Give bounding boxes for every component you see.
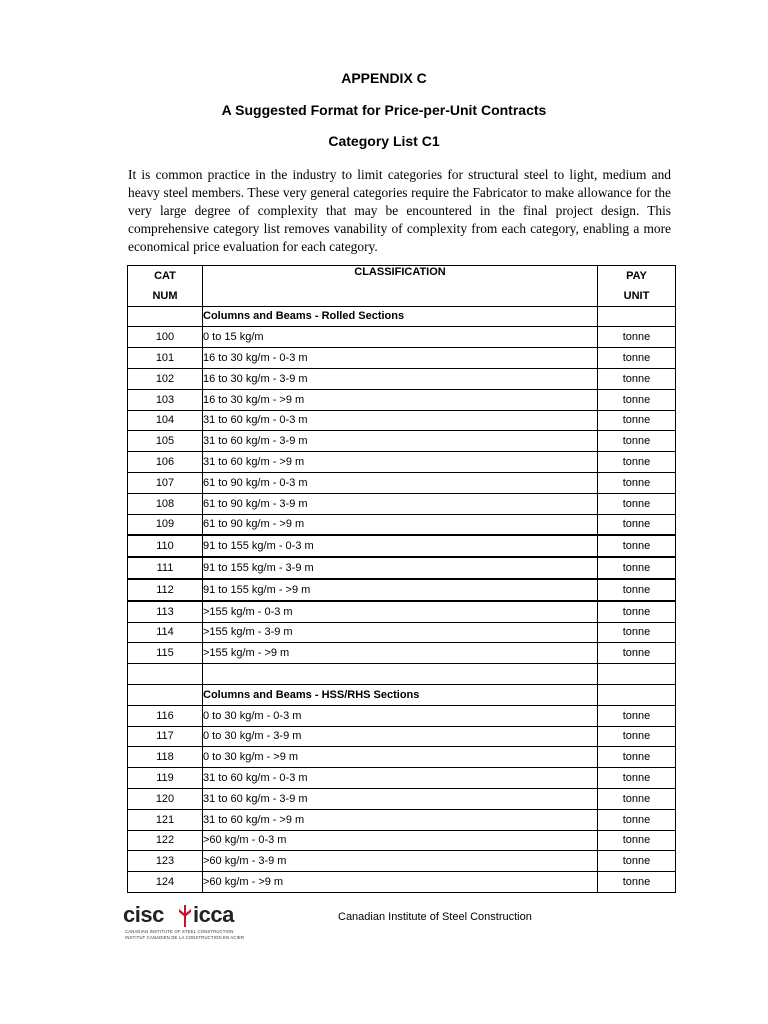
cat-num-cell: 101 [128, 348, 203, 369]
empty-cell [128, 664, 203, 685]
pay-unit-cell: tonne [598, 452, 676, 473]
classification-cell: 0 to 30 kg/m - 0-3 m [203, 705, 598, 726]
pay-unit-cell: tonne [598, 535, 676, 557]
pay-unit-cell: tonne [598, 327, 676, 348]
header-pay: PAY [598, 266, 676, 286]
table-row [128, 410, 676, 431]
cat-num-cell: 115 [128, 643, 203, 664]
table-row [128, 788, 676, 809]
pay-unit-cell: tonne [598, 830, 676, 851]
pay-unit-cell: tonne [598, 410, 676, 431]
header-cat: CAT [128, 266, 203, 286]
classification-cell: 31 to 60 kg/m - 0-3 m [203, 768, 598, 789]
classification-cell: 31 to 60 kg/m - 0-3 m [203, 410, 598, 431]
cat-num-cell: 119 [128, 768, 203, 789]
empty-cell [598, 684, 676, 705]
footer-org-name: Canadian Institute of Steel Construction [338, 911, 532, 923]
empty-cell [128, 306, 203, 327]
cat-num-cell: 121 [128, 809, 203, 830]
classification-cell: >60 kg/m - 3-9 m [203, 851, 598, 872]
table-row [128, 601, 676, 622]
table-row [128, 327, 676, 348]
table-row [128, 622, 676, 643]
classification-cell: 16 to 30 kg/m - 3-9 m [203, 368, 598, 389]
category-list-title: Category List C1 [328, 133, 440, 149]
classification-cell: 31 to 60 kg/m - >9 m [203, 809, 598, 830]
classification-cell: 91 to 155 kg/m - 3-9 m [203, 557, 598, 579]
pay-unit-cell: tonne [598, 872, 676, 893]
empty-cell [598, 664, 676, 685]
table-row [128, 830, 676, 851]
cat-num-cell: 108 [128, 493, 203, 514]
pay-unit-cell: tonne [598, 579, 676, 601]
cat-num-cell: 116 [128, 705, 203, 726]
pay-unit-cell: tonne [598, 557, 676, 579]
pay-unit-cell: tonne [598, 705, 676, 726]
classification-cell: 31 to 60 kg/m - >9 m [203, 452, 598, 473]
classification-cell: >155 kg/m - >9 m [203, 643, 598, 664]
pay-unit-cell: tonne [598, 622, 676, 643]
pay-unit-cell: tonne [598, 788, 676, 809]
table-row [128, 705, 676, 726]
pay-unit-cell: tonne [598, 472, 676, 493]
pay-unit-cell: tonne [598, 809, 676, 830]
table-row [128, 348, 676, 369]
cat-num-cell: 112 [128, 579, 203, 601]
classification-cell: 91 to 155 kg/m - >9 m [203, 579, 598, 601]
section-title: Columns and Beams - Rolled Sections [203, 306, 598, 327]
table-row [128, 579, 676, 601]
logo-icca-text: icca [193, 902, 234, 927]
classification-cell: 0 to 30 kg/m - >9 m [203, 747, 598, 768]
header-unit: UNIT [598, 286, 676, 306]
category-table [127, 265, 676, 893]
header-num: NUM [128, 286, 203, 306]
cat-num-cell: 111 [128, 557, 203, 579]
cat-num-cell: 105 [128, 431, 203, 452]
classification-cell: >60 kg/m - 0-3 m [203, 830, 598, 851]
cat-num-cell: 102 [128, 368, 203, 389]
blank-row [128, 664, 676, 685]
cat-num-cell: 107 [128, 472, 203, 493]
table-row [128, 747, 676, 768]
cat-num-cell: 114 [128, 622, 203, 643]
pay-unit-cell: tonne [598, 726, 676, 747]
table-row [128, 851, 676, 872]
cat-num-cell: 117 [128, 726, 203, 747]
appendix-title: APPENDIX C [341, 70, 427, 86]
pay-unit-cell: tonne [598, 851, 676, 872]
table-row [128, 872, 676, 893]
document-subtitle: A Suggested Format for Price-per-Unit Contracts [221, 102, 547, 118]
cat-num-cell: 122 [128, 830, 203, 851]
pay-unit-cell: tonne [598, 368, 676, 389]
logo-caption-fr: INSTITUT CANADIEN DE LA CONSTRUCTION EN ACIER [125, 935, 245, 940]
table-row [128, 557, 676, 579]
classification-cell: 61 to 90 kg/m - 3-9 m [203, 493, 598, 514]
table-row [128, 472, 676, 493]
cat-num-cell: 106 [128, 452, 203, 473]
classification-cell: 31 to 60 kg/m - 3-9 m [203, 431, 598, 452]
intro-paragraph: It is common practice in the industry to limit categories for structural steel to light, medium and heavy steel members. These very general categories require the Fabricator to make allowance for the very large degree of complexity that may be encountered in the final project design. This comprehensive category list removes vanability of complexity from each category, enabling a more economical price evaluation for each category. [128, 167, 671, 254]
pay-unit-cell: tonne [598, 514, 676, 535]
pay-unit-cell: tonne [598, 747, 676, 768]
pay-unit-cell: tonne [598, 768, 676, 789]
classification-cell: >155 kg/m - 3-9 m [203, 622, 598, 643]
table-row [128, 809, 676, 830]
empty-cell [203, 664, 598, 685]
classification-cell: 16 to 30 kg/m - >9 m [203, 389, 598, 410]
classification-cell: 31 to 60 kg/m - 3-9 m [203, 788, 598, 809]
classification-cell: 61 to 90 kg/m - 0-3 m [203, 472, 598, 493]
table-row [128, 368, 676, 389]
section-row [128, 306, 676, 327]
table-header-row-1 [128, 266, 676, 286]
table-row [128, 535, 676, 557]
classification-cell: >155 kg/m - 0-3 m [203, 601, 598, 622]
classification-cell: >60 kg/m - >9 m [203, 872, 598, 893]
classification-cell: 0 to 15 kg/m [203, 327, 598, 348]
pay-unit-cell: tonne [598, 643, 676, 664]
classification-cell: 0 to 30 kg/m - 3-9 m [203, 726, 598, 747]
classification-cell: 61 to 90 kg/m - >9 m [203, 514, 598, 535]
cat-num-cell: 100 [128, 327, 203, 348]
cat-num-cell: 118 [128, 747, 203, 768]
classification-cell: 91 to 155 kg/m - 0-3 m [203, 535, 598, 557]
classification-cell: 16 to 30 kg/m - 0-3 m [203, 348, 598, 369]
section-row [128, 684, 676, 705]
cat-num-cell: 103 [128, 389, 203, 410]
table-row [128, 768, 676, 789]
table-row [128, 431, 676, 452]
cat-num-cell: 104 [128, 410, 203, 431]
cisc-icca-logo [123, 902, 258, 942]
empty-cell [598, 306, 676, 327]
table-row [128, 726, 676, 747]
pay-unit-cell: tonne [598, 493, 676, 514]
pay-unit-cell: tonne [598, 601, 676, 622]
pay-unit-cell: tonne [598, 389, 676, 410]
logo-caption-en: CANADIAN INSTITUTE OF STEEL CONSTRUCTION [125, 929, 234, 934]
cat-num-cell: 110 [128, 535, 203, 557]
pay-unit-cell: tonne [598, 348, 676, 369]
table-row [128, 514, 676, 535]
cat-num-cell: 123 [128, 851, 203, 872]
empty-cell [128, 684, 203, 705]
cat-num-cell: 120 [128, 788, 203, 809]
logo-cisc-text: cisc [123, 902, 164, 927]
cat-num-cell: 113 [128, 601, 203, 622]
logo-mark-icon [178, 903, 192, 927]
cat-num-cell: 124 [128, 872, 203, 893]
header-classification: CLASSIFICATION [203, 266, 598, 307]
table-row [128, 493, 676, 514]
table-row [128, 389, 676, 410]
table-row [128, 643, 676, 664]
table-row [128, 452, 676, 473]
pay-unit-cell: tonne [598, 431, 676, 452]
section-title: Columns and Beams - HSS/RHS Sections [203, 684, 598, 705]
cat-num-cell: 109 [128, 514, 203, 535]
